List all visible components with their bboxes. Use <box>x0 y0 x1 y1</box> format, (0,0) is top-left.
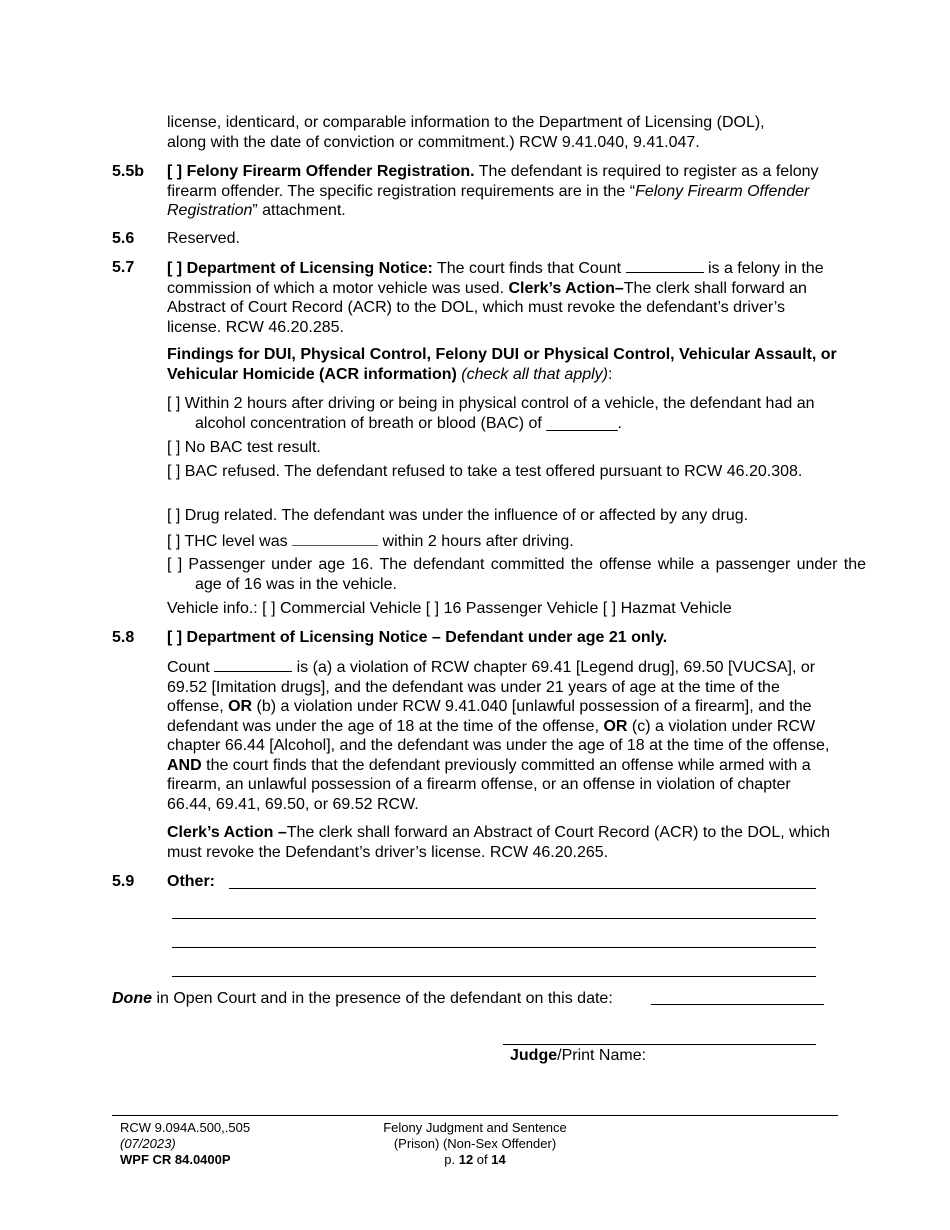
other-label: Other: <box>167 873 215 890</box>
section-number-5-6: 5.6 <box>112 230 135 247</box>
footer-center <box>340 1120 610 1168</box>
findings-item-bac-refused[interactable]: [ ] BAC refused. The defendant refused to take a test offered pursuant to RCW 46.20.308. <box>167 463 803 480</box>
checkbox-5-7[interactable]: [ ] <box>167 260 183 277</box>
footer-form-number: WPF CR 84.0400P <box>120 1152 231 1167</box>
findings-item-passenger[interactable]: [ ] Passenger under age 16. The defendant committed the offense while a passenger under the age of 16 was in the vehicle. <box>167 556 866 593</box>
intro-paragraph: license, identicard, or comparable information to the Department of Licensing (DOL), along with the date of conviction or commitment.) RCW 9.41.040, 9.41.047. <box>167 114 765 151</box>
other-line-3[interactable] <box>172 947 816 948</box>
other-line-4[interactable] <box>172 976 816 977</box>
judge-label: Judge/Print Name: <box>510 1047 647 1064</box>
section-number-5-8: 5.8 <box>112 629 135 646</box>
section-5-5b: [ ] Felony Firearm Offender Registration. The defendant is required to register as a felony firearm offender. The specific registration requirements are in the “Felony Firearm Offender Registration” attachment. <box>167 163 819 219</box>
findings-heading: Findings for DUI, Physical Control, Felony DUI or Physical Control, Vehicular Assault, or Vehicular Homicide (ACR information) (check all that apply): <box>167 346 837 383</box>
section-number-5-9: 5.9 <box>112 873 135 890</box>
footer-page: p. 12 of 14 <box>444 1152 506 1167</box>
done-statement: Done in Open Court and in the presence of the defendant on this date: <box>112 990 613 1007</box>
footer-title-1: Felony Judgment and Sentence <box>383 1120 567 1135</box>
section-5-6: Reserved. <box>167 230 240 247</box>
footer-rcw: RCW 9.094A.500,.505 <box>120 1120 251 1135</box>
section-number-5-5b: 5.5b <box>112 163 145 180</box>
footer-title-2: (Prison) (Non-Sex Offender) <box>393 1136 557 1151</box>
findings-item-drug[interactable]: [ ] Drug related. The defendant was under the influence of or affected by any drug. <box>167 507 749 524</box>
other-line-2[interactable] <box>172 918 816 919</box>
section-number-5-7: 5.7 <box>112 259 135 276</box>
footer-rule <box>112 1115 838 1116</box>
judge-signature-line[interactable] <box>503 1044 816 1045</box>
vehicle-info[interactable]: Vehicle info.: [ ] Commercial Vehicle [ ] 16 Passenger Vehicle [ ] Hazmat Vehicle <box>167 600 732 617</box>
count-blank-5-8[interactable] <box>214 657 292 672</box>
footer-date: (07/2023) <box>120 1136 176 1151</box>
findings-item-thc[interactable]: [ ] THC level was within 2 hours after driving. <box>167 533 574 550</box>
section-5-8-title[interactable]: [ ] Department of Licensing Notice – Defendant under age 21 only. <box>167 629 668 646</box>
count-blank-5-7[interactable] <box>626 258 704 273</box>
checkbox-5-5b[interactable]: [ ] <box>167 163 183 180</box>
other-line-1[interactable] <box>229 888 816 889</box>
section-5-7 <box>167 258 838 337</box>
section-5-7-notice: [ ] Department of Licensing Notice: The court finds that Count is a felony in the commission of which a motor vehicle was used. Clerk’s Action–The clerk shall forward an Abstract of Court Record (ACR) to the DOL, which must revoke the defendant’s driver’s license. RCW 46.20.285. <box>167 260 824 336</box>
section-5-8-clerk-action: Clerk’s Action –The clerk shall forward an Abstract of Court Record (ACR) to the DOL, which must revoke the Defendant’s driver’s license. RCW 46.20.265. <box>167 824 831 861</box>
section-5-8-paragraph: Count is (a) a violation of RCW chapter 69.41 [Legend drug], 69.50 [VUCSA], or 69.52 [Imitation drugs], and the defendant was under 21 years of age at the time of the offense, OR (b) a violation under RCW 9.41.040 [unlawful possession of a firearm], and the defendant was under the age of 18 at the time of the offense, OR (c) a violation under RCW chapter 66.44 [Alcohol], and the defendant was under the age of 18 at the time of the offense, AND the court finds that the defendant previously committed an offense while armed with a firearm, an unlawful possession of a firearm offense, or an offense in violation of chapter 66.44, 69.41, 69.50, or 69.52 RCW. <box>167 659 830 813</box>
footer-left <box>120 1120 250 1168</box>
date-line[interactable] <box>651 1004 824 1005</box>
findings-item-no-bac[interactable]: [ ] No BAC test result. <box>167 439 321 456</box>
thc-level-blank[interactable] <box>292 531 378 546</box>
findings-item-bac[interactable]: [ ] Within 2 hours after driving or being in physical control of a vehicle, the defendant had an alcohol concentration of breath or blood (BAC) of ________. <box>167 395 815 432</box>
